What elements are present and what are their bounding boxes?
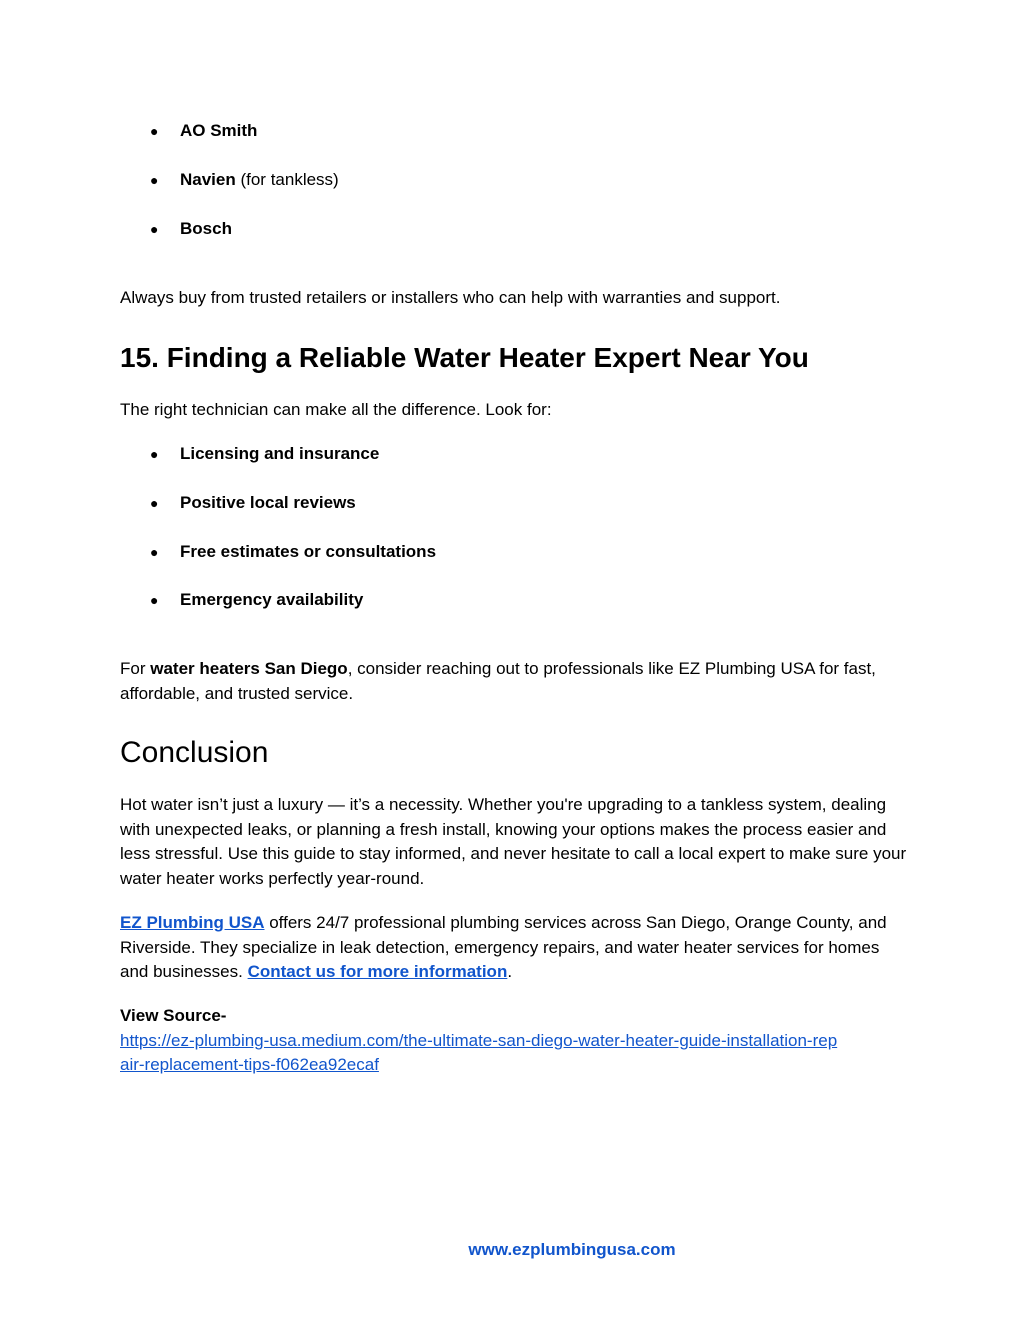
source-block xyxy=(120,1004,910,1078)
list-item: ● Licensing and insurance xyxy=(150,442,379,466)
bullet-icon: ● xyxy=(150,446,159,462)
bullet-icon: ● xyxy=(150,544,159,560)
bullet-icon: ● xyxy=(150,592,159,608)
company-link[interactable]: EZ Plumbing USA xyxy=(120,913,265,932)
brand-name: AO Smith xyxy=(180,121,258,140)
section-intro: The right technician can make all the difference. Look for: xyxy=(120,400,552,419)
keyword: water heaters San Diego xyxy=(150,659,348,678)
company-paragraph: EZ Plumbing USA offers 24/7 professional plumbing services across San Diego, Orange County, and Riverside. They specialize in leak detection, emergency repairs, and water heater services for homes and businesses. Contact us for more information. xyxy=(120,913,887,981)
bullet-icon: ● xyxy=(150,495,159,511)
brand-name: Bosch xyxy=(180,219,232,238)
list-item: ● Positive local reviews xyxy=(150,491,356,515)
footer-website: www.ezplumbingusa.com xyxy=(468,1240,676,1259)
section-heading: 15. Finding a Reliable Water Heater Expert Near You xyxy=(120,342,809,373)
buy-note: Always buy from trusted retailers or installers who can help with warranties and support. xyxy=(120,288,781,307)
bullet-icon: ● xyxy=(150,123,159,139)
contact-link[interactable]: Contact us for more information xyxy=(247,962,508,981)
list-item xyxy=(150,168,339,192)
bullet-icon: ● xyxy=(150,221,159,237)
list-item xyxy=(150,217,232,241)
list-item: ● Free estimates or consultations xyxy=(150,540,436,564)
brand-note: (for tankless) xyxy=(235,170,339,189)
source-label: View Source- xyxy=(120,1006,227,1025)
conclusion-paragraph: Hot water isn’t just a luxury — it’s a necessity. Whether you're upgrading to a tankless system, dealing with unexpected leaks, or planning a fresh install, knowing your options makes the process easier and less stressful. Use this guide to stay informed, and never hesitate to call a local expert to make sure your water heater works perfectly year-round. xyxy=(120,795,907,888)
list-item xyxy=(150,119,257,143)
source-link[interactable]: https://ez-plumbing-usa.medium.com/the-ultimate-san-diego-water-heater-guide-installation-rep air-replacement-tips-f062ea92ecaf xyxy=(120,1030,838,1074)
bullet-icon: ● xyxy=(150,172,159,188)
recommendation-paragraph: For water heaters San Diego, consider reaching out to professionals like EZ Plumbing USA for fast, affordable, and trusted service. xyxy=(120,659,876,703)
list-item: ● Emergency availability xyxy=(150,588,363,612)
brand-name: Navien xyxy=(180,170,236,189)
conclusion-heading: Conclusion xyxy=(120,736,269,769)
